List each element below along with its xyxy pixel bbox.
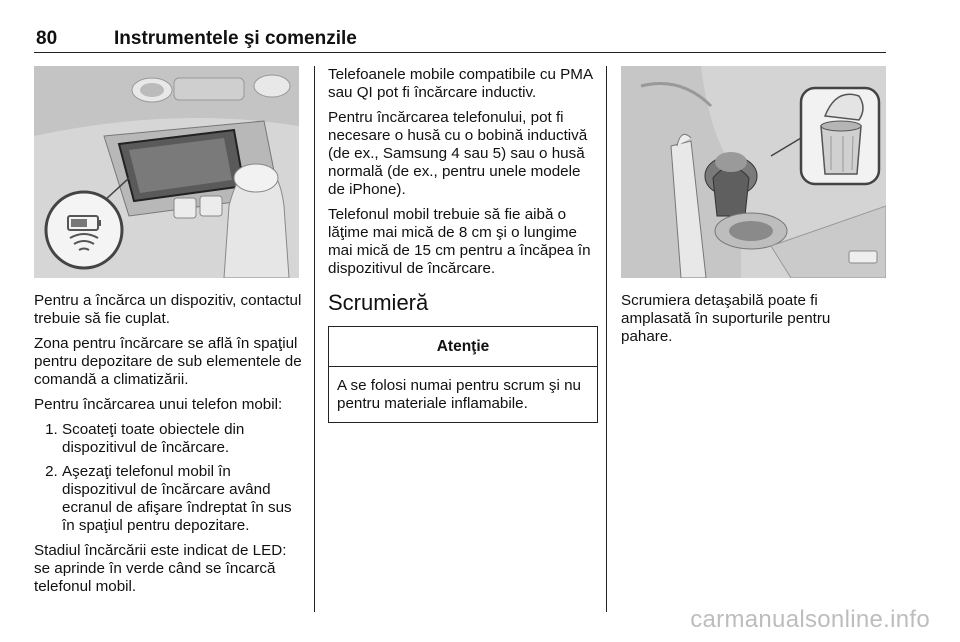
list-item: 1. Scoateţi toate obiectele din dispozitivul de încărcare. — [62, 421, 304, 457]
right-column — [621, 292, 881, 353]
page-number: 80 — [36, 28, 58, 49]
list-item: 2. Aşezaţi telefonul mobil în dispozitivul de încărcare având ecranul de afişare îndreptat în sus în spaţiul pentru depozitare. — [62, 463, 304, 535]
section-title-ashtray: Scrumieră — [328, 290, 429, 315]
column-divider-left — [314, 66, 315, 612]
paragraph-charging-zone: Zona pentru încărcare se află în spaţiul pentru depozitare de sub elementele de comandă a climatizării. — [34, 335, 302, 388]
paragraph-phone-size: Telefonul mobil trebuie să fie aibă o lăţime mai mică de 8 cm şi o lungime mai mică de 15 cm pentru a încăpea în dispozitivul de încărcare. — [328, 206, 591, 277]
paragraph-phone-case: Pentru încărcarea telefonului, pot fi necesare o husă cu o bobină inductivă (de ex., Samsung 4 sau 5) sau o husă normală (de ex., pentru unele modele de iPhone). — [328, 109, 588, 198]
charging-console-drawing — [34, 66, 299, 278]
ashtray-drawing — [621, 66, 886, 278]
ashtray-illustration — [621, 66, 886, 278]
attention-heading: Atenţie — [329, 327, 597, 367]
left-column — [34, 292, 304, 603]
middle-column — [328, 66, 594, 423]
wireless-charging-illustration — [34, 66, 299, 278]
charging-steps-list — [34, 421, 304, 535]
paragraph-charging-intro: Pentru încărcarea unui telefon mobil: — [34, 396, 283, 413]
attention-box — [328, 326, 598, 423]
attention-body: A se folosi numai pentru scrum şi nu pentru materiale inflamabile. — [337, 377, 581, 412]
column-divider-right — [606, 66, 607, 612]
paragraph-compatible-phones: Telefoanele mobile compatibile cu PMA sau QI pot fi încărcare inductiv. — [328, 66, 593, 101]
page-title: Instrumentele şi comenzile — [114, 28, 357, 49]
page-header — [34, 28, 886, 53]
watermark: carmanualsonline.info — [690, 606, 930, 633]
paragraph-ignition: Pentru a încărca un dispozitiv, contactul trebuie să fie cuplat. — [34, 292, 302, 327]
paragraph-led-status: Stadiul încărcării este indicat de LED: se aprinde în verde când se încarcă telefonul mobil. — [34, 542, 287, 595]
paragraph-ashtray: Scrumiera detaşabilă poate fi amplasată în suporturile pentru pahare. — [621, 292, 831, 345]
